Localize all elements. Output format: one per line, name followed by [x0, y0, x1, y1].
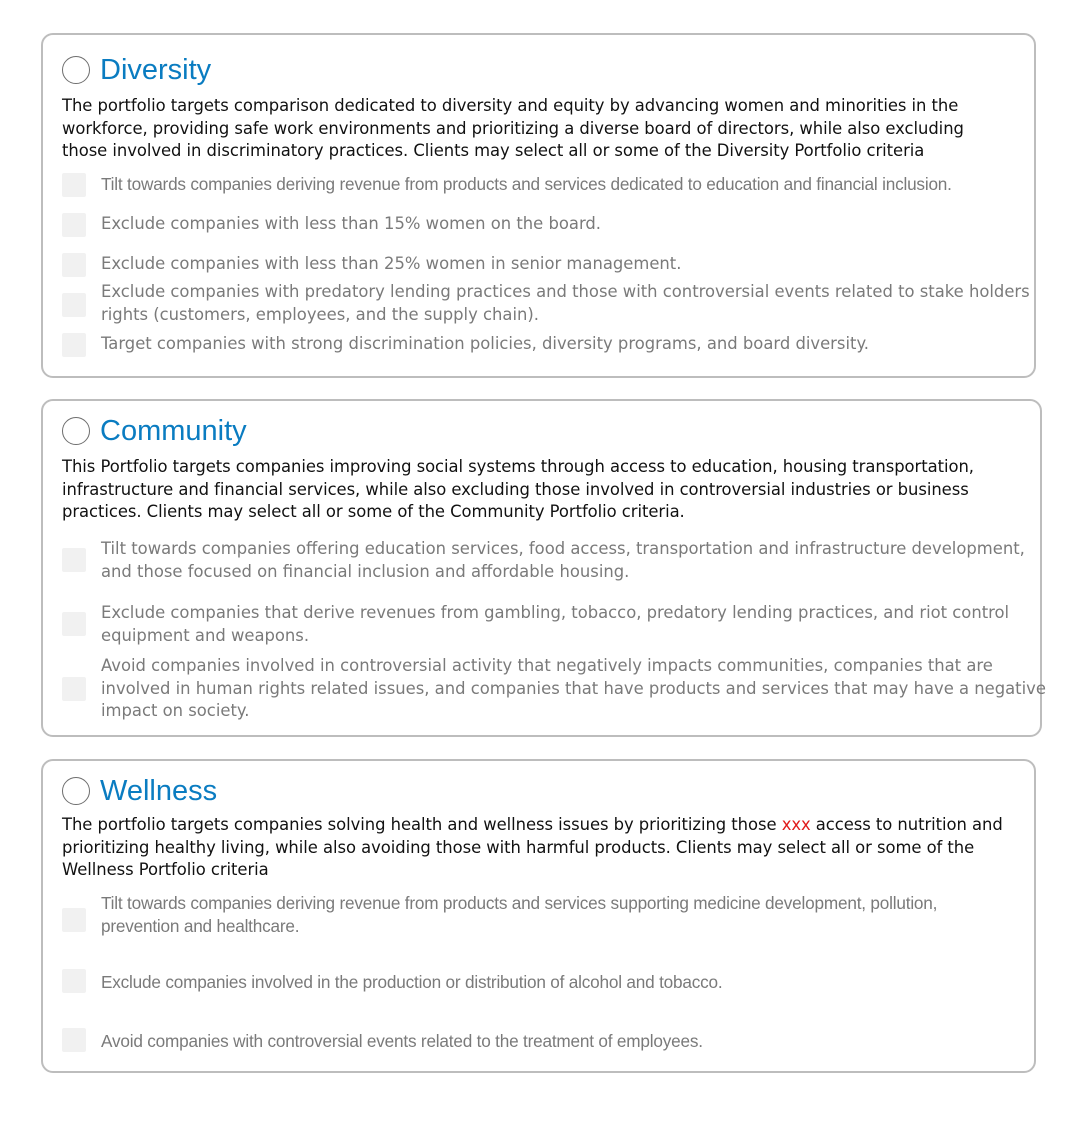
community-description: This Portfolio targets companies improving social systems through access to education, housing transportation, infrastructure and financial services, while also excluding those involved in controversial industries or business practices. Clients may select all or some of the Community Portfolio criteria.: [62, 457, 974, 521]
wellness-description-text: The portfolio targets companies solving health and wellness issues by prioritizing those: [62, 815, 782, 834]
diversity-header: [62, 54, 211, 86]
community-title: Community: [100, 415, 247, 447]
diversity-radio-icon[interactable]: [62, 56, 90, 84]
checkbox-unchecked-icon[interactable]: [62, 333, 86, 357]
wellness-header: [62, 775, 217, 807]
criterion-label: Avoid companies involved in controversial activity that negatively impacts communities, companies that are involved in human rights related issues, and companies that have products and services that may have a negative impact on society.: [101, 656, 1046, 720]
diversity-title: Diversity: [100, 54, 212, 86]
wellness-description-placeholder: xxx: [781, 815, 811, 834]
wellness-portfolio-card: [41, 759, 1036, 1073]
checkbox-unchecked-icon[interactable]: [62, 677, 86, 701]
diversity-portfolio-card: [41, 33, 1036, 378]
criterion-label: Exclude companies with less than 25% women in senior management.: [101, 254, 682, 273]
community-header: [62, 415, 247, 447]
criterion-label: Exclude companies with less than 15% women on the board.: [101, 214, 602, 233]
wellness-description: [62, 814, 1007, 882]
community-radio-icon[interactable]: [62, 417, 90, 445]
criterion-label: Tilt towards companies deriving revenue from products and services supporting medicine development, pollution, prevention and healthcare.: [101, 893, 938, 936]
checkbox-unchecked-icon[interactable]: [62, 253, 86, 277]
criterion-label: Avoid companies with controversial events related to the treatment of employees.: [101, 1031, 703, 1051]
community-portfolio-card: [41, 399, 1046, 737]
checkbox-unchecked-icon[interactable]: [62, 293, 86, 317]
checkbox-unchecked-icon[interactable]: [62, 612, 86, 636]
checkbox-unchecked-icon[interactable]: [62, 548, 86, 572]
wellness-title: Wellness: [100, 775, 218, 807]
checkbox-unchecked-icon[interactable]: [62, 908, 86, 932]
criterion-label: Tilt towards companies offering education services, food access, transportation and infrastructure development, and those focused on financial inclusion and affordable housing.: [101, 539, 1025, 581]
wellness-radio-icon[interactable]: [62, 777, 90, 805]
checkbox-unchecked-icon[interactable]: [62, 173, 86, 197]
checkbox-unchecked-icon[interactable]: [62, 969, 86, 993]
criterion-label: Exclude companies that derive revenues from gambling, tobacco, predatory lending practices, and riot control equipment and weapons.: [101, 603, 1010, 645]
wellness-description-text-end: access to nutrition and prioritizing healthy living, while also avoiding those with harmful products. Clients may select all or some of the Wellness Portfolio criteria: [62, 815, 1003, 879]
checkbox-unchecked-icon[interactable]: [62, 213, 86, 237]
criterion-label: Target companies with strong discrimination policies, diversity programs, and board diversity.: [101, 334, 870, 353]
checkbox-unchecked-icon[interactable]: [62, 1028, 86, 1052]
diversity-description: The portfolio targets comparison dedicated to diversity and equity by advancing women and minorities in the workforce, providing safe work environments and prioritizing a diverse board of directors, while also excluding those involved in discriminatory practices. Clients may select all or some of the Diversity Portfolio criteria: [62, 96, 964, 160]
criterion-label: Tilt towards companies deriving revenue from products and services dedicated to education and financial inclusion.: [101, 174, 952, 194]
criterion-label: Exclude companies with predatory lending practices and those with controversial events related to stake holders rights (customers, employees, and the supply chain).: [101, 282, 1030, 324]
criterion-label: Exclude companies involved in the production or distribution of alcohol and tobacco.: [101, 972, 723, 992]
